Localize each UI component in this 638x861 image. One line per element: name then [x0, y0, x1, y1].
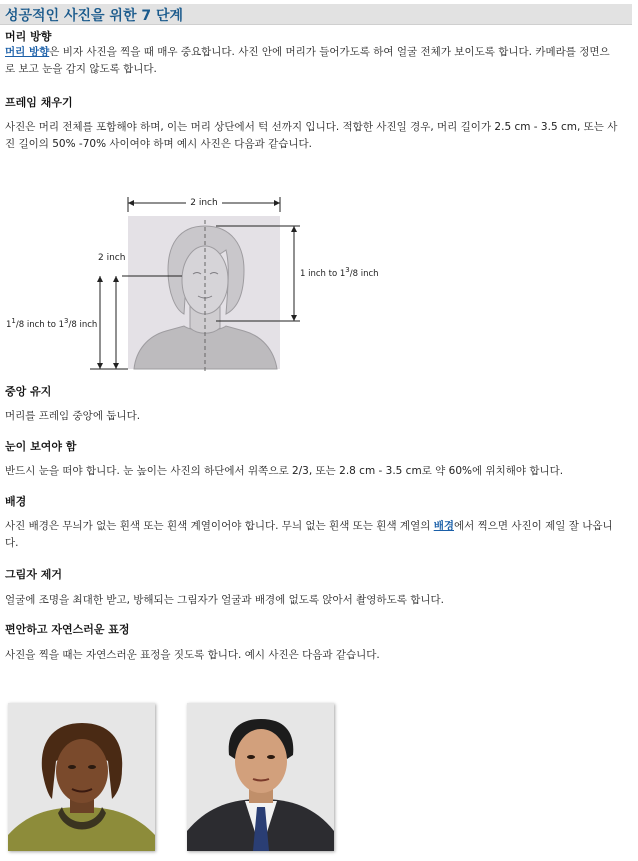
width-arrow-left [128, 200, 134, 206]
eye-height-arrow-top [113, 276, 119, 282]
paragraph-keep-centered: 머리를 프레임 중앙에 둡니다. [5, 410, 141, 422]
heading-remove-shadow: 그림자 제거 [5, 568, 62, 581]
head-size-arrow-bottom [291, 315, 297, 321]
photo-dimension-diagram [0, 190, 400, 375]
eye-height-arrow-bottom [113, 363, 119, 369]
heading-head-position: 머리 방향 [5, 30, 52, 43]
bottom-eye-arrow-top [97, 276, 103, 282]
paragraph-fill-frame [5, 119, 631, 153]
paragraph-head-position [5, 44, 631, 78]
background-text-line2: 다. [5, 537, 19, 549]
width-label: 2 inch [190, 198, 218, 208]
example-photo-woman [8, 703, 155, 851]
heading-background: 배경 [5, 495, 27, 508]
woman-face [56, 739, 108, 803]
paragraph-eyes-visible: 반드시 눈을 떠야 합니다. 눈 높이는 사진의 하단에서 위쪽으로 2/3, 또는 2.8 cm - 3.5 cm로 약 60%에 위치해야 합니다. [5, 465, 564, 477]
page-title: 성공적인 사진을 위한 7 단계 [5, 8, 184, 24]
frame-text-line1: 사진은 머리 전체를 포함해야 하며, 이는 머리 상단에서 턱 선까지 입니다. 적합한 사진일 경우, 머리 길이가 2.5 cm - 3.5 cm, 또는 사 [5, 121, 618, 133]
head-text-line1: 은 비자 사진을 찍을 때 매우 중요합니다. 사진 안에 머리가 들어가도록 하여 얼굴 전체가 보이도록 합니다. 카메라를 정면으 [49, 46, 610, 58]
frame-text-line2: 진 길이의 50% -70% 사이여야 하며 예시 사진은 다음과 같습니다. [5, 138, 312, 150]
paragraph-background [5, 518, 631, 552]
paragraph-natural-expression: 사진을 찍을 때는 자연스러운 표정을 짓도록 합니다. 예시 사진은 다음과 같습니다. [5, 649, 380, 661]
head-text-line2: 로 보고 눈을 감지 않도록 합니다. [5, 63, 157, 75]
woman-eye-left [68, 765, 76, 769]
background-link[interactable]: 배경 [433, 520, 454, 532]
background-text-line1a: 사진 배경은 무늬가 없는 흰색 또는 흰색 계열이어야 합니다. 무늬 없는 흰색 또는 흰색 계열의 [5, 520, 434, 532]
man-eye-left [247, 755, 255, 759]
eye-height-label: $1^1/8$ inch to $1^3/8$ inch [6, 317, 98, 330]
heading-fill-frame: 프레임 채우기 [5, 96, 73, 109]
bottom-eye-arrow-bottom [97, 363, 103, 369]
eye-dimension-label: 2 inch [98, 253, 126, 263]
woman-eye-right [88, 765, 96, 769]
example-photo-man [187, 703, 334, 851]
page-title-bar [0, 4, 632, 25]
man-eye-right [267, 755, 275, 759]
head-position-link[interactable]: 머리 방향 [5, 46, 50, 58]
background-text-line1b: 에서 찍으면 사진이 제일 잘 나옵니 [454, 520, 613, 532]
heading-natural-expression: 편안하고 자연스러운 표정 [5, 623, 130, 636]
head-size-label: 1 inch to $1^3/8$ inch [300, 266, 379, 279]
heading-keep-centered: 중앙 유지 [5, 385, 52, 398]
heading-eyes-visible: 눈이 보여야 함 [5, 440, 77, 453]
man-face [235, 729, 287, 793]
width-arrow-right [274, 200, 280, 206]
paragraph-remove-shadow: 얼굴에 조명을 최대한 받고, 방해되는 그림자가 얼굴과 배경에 없도록 앉아서 촬영하도록 합니다. [5, 594, 444, 606]
head-size-arrow-top [291, 226, 297, 232]
